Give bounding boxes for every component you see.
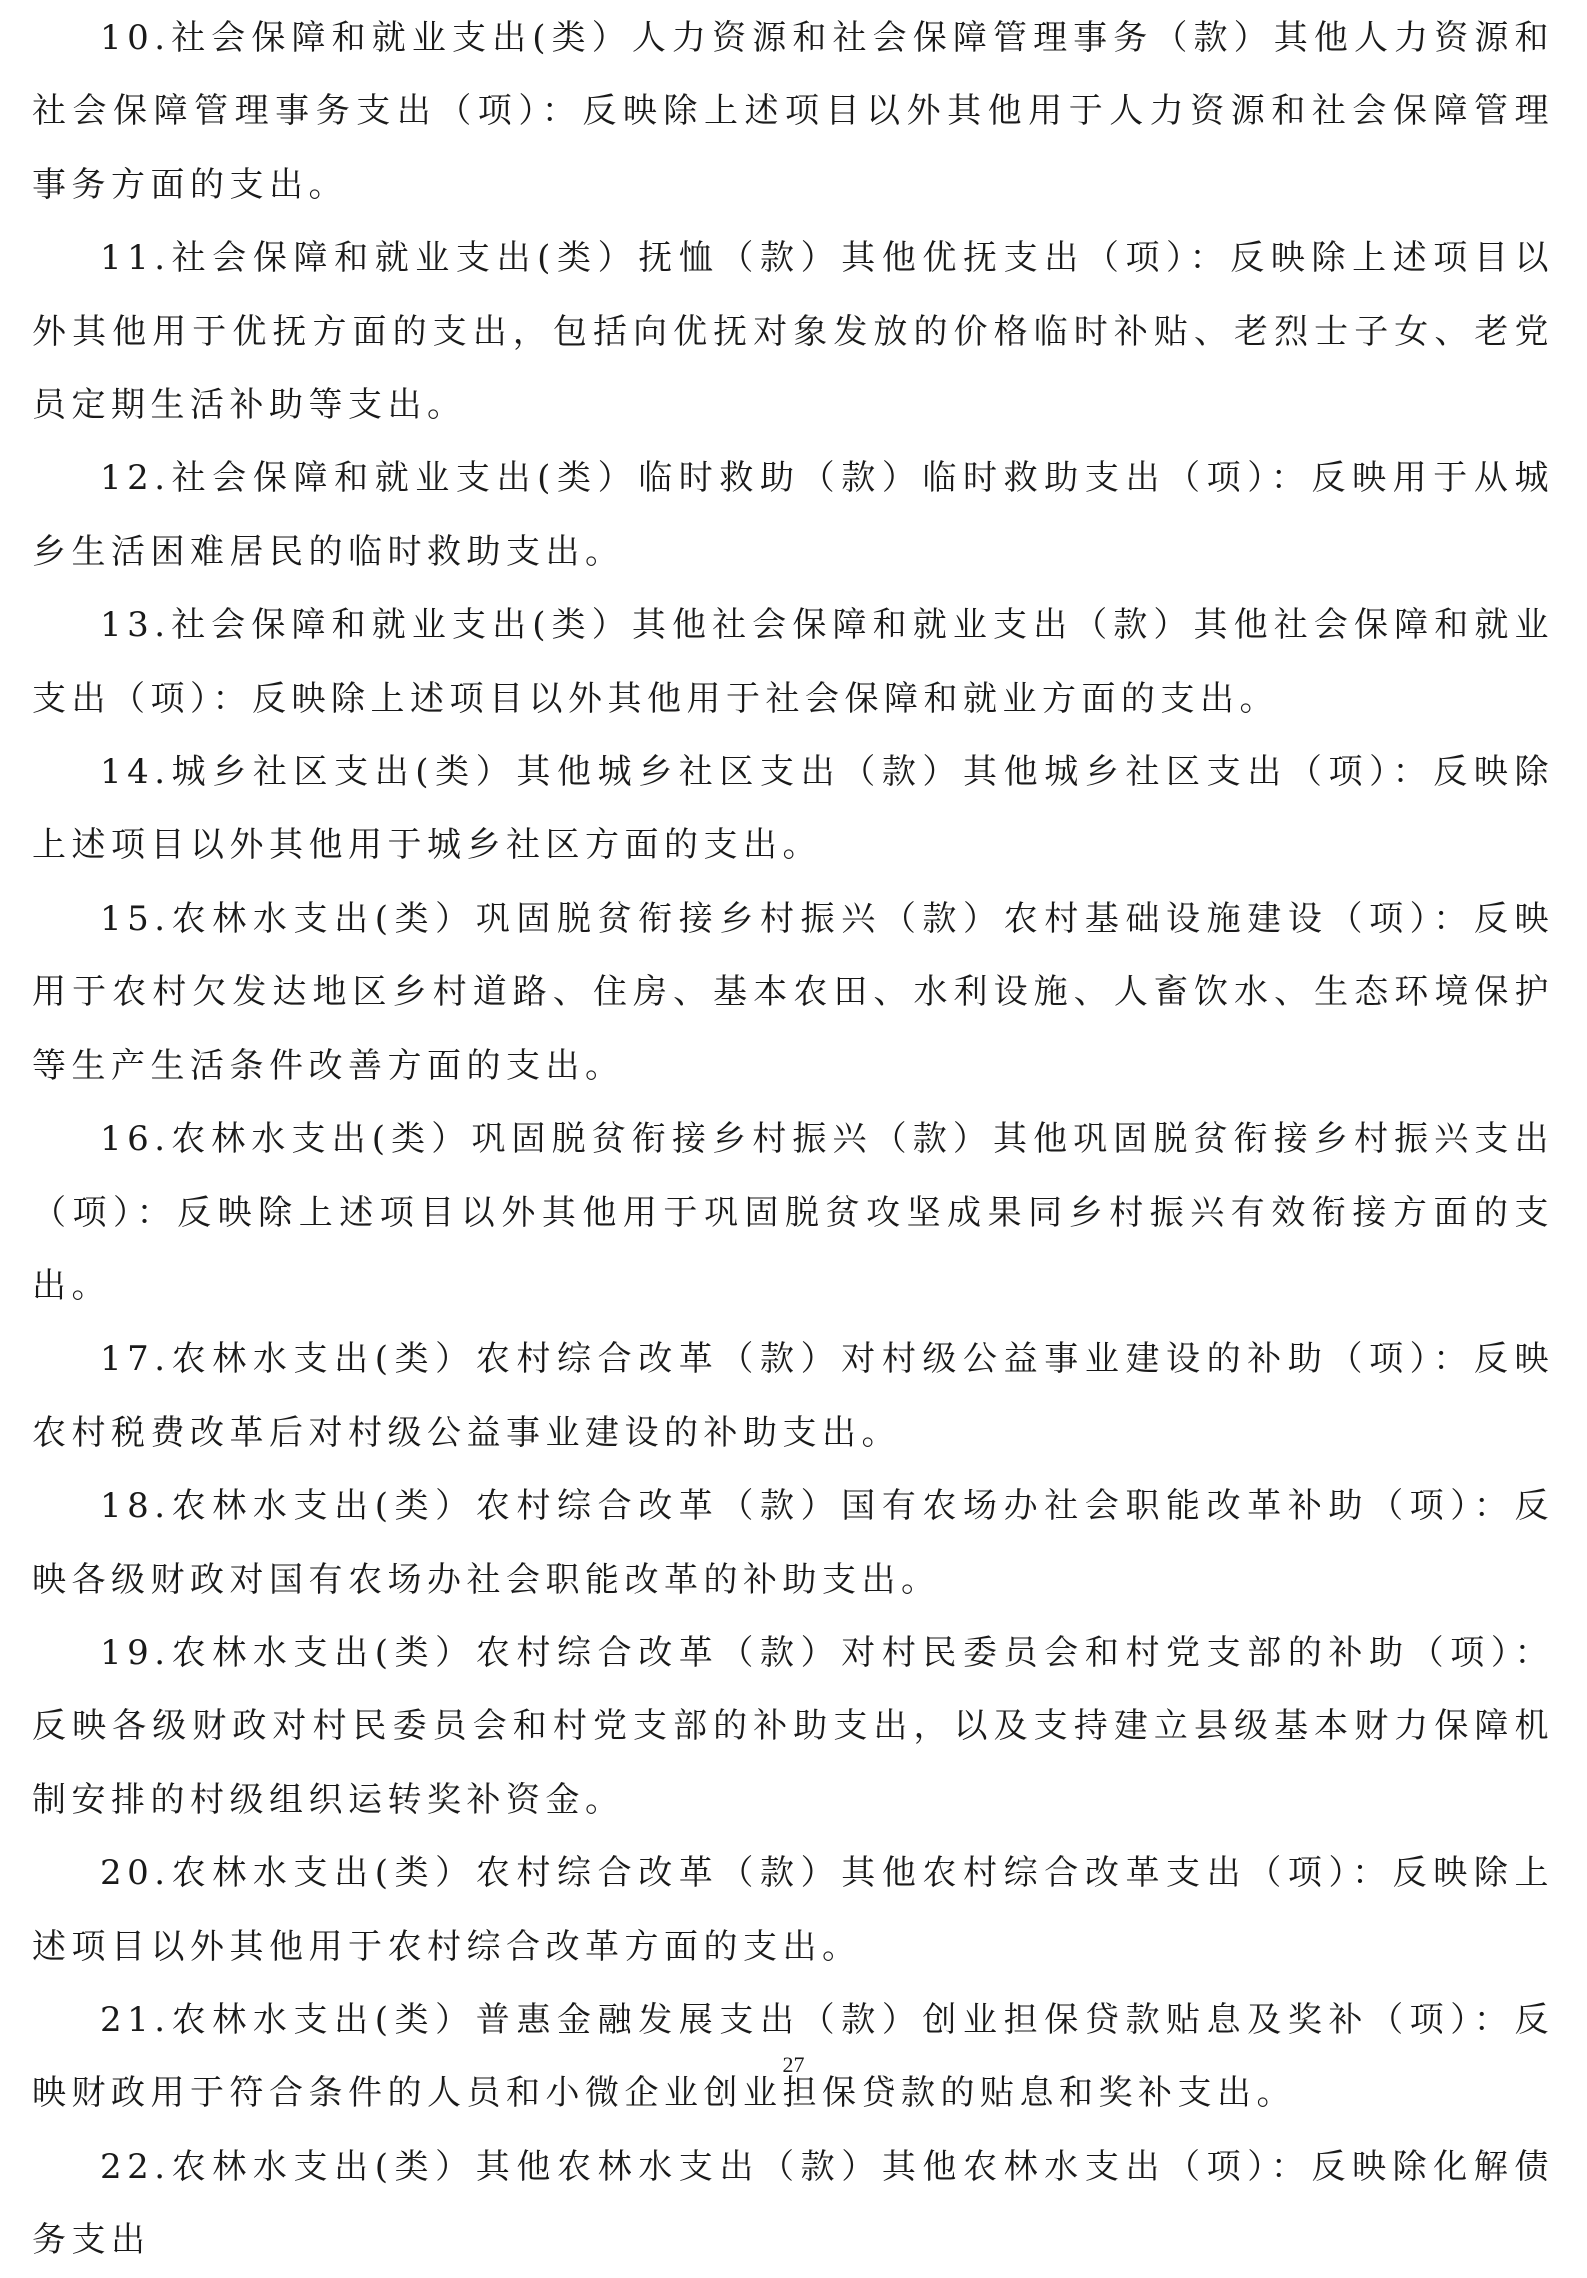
paragraph-12: 12.社会保障和就业支出(类）临时救助（款）临时救助支出（项）：反映用于从城乡生活困难居民的临时救助支出。 xyxy=(32,458,1554,572)
paragraph-22: 22.农林水支出(类）其他农林水支出（款）其他农林水支出（项）：反映除化解债务支出 xyxy=(32,2146,1554,2261)
page-number: 27 xyxy=(782,2052,805,2077)
paragraph-10: 10.社会保障和就业支出(类）人力资源和社会保障管理事务（款）其他人力资源和社会保障管理事务支出（项）：反映除上述项目以外其他用于人力资源和社会保障管理事务方面的支出。 xyxy=(32,18,1554,205)
paragraph-20: 20.农林水支出(类）农村综合改革（款）其他农村综合改革支出（项）：反映除上述项目以外其他用于农村综合改革方面的支出。 xyxy=(32,1853,1554,1967)
body-text xyxy=(32,2,1554,2278)
paragraph-21: 21.农林水支出(类）普惠金融发展支出（款）创业担保贷款贴息及奖补（项）：反映财政用于符合条件的人员和小微企业创业担保贷款的贴息和奖补支出。 xyxy=(32,1999,1554,2114)
paragraph-15: 15.农林水支出(类）巩固脱贫衔接乡村振兴（款）农村基础设施建设（项）：反映用于农村欠发达地区乡村道路、住房、基本农田、水利设施、人畜饮水、生态环境保护等生产生活条件改善方面的支出。 xyxy=(32,898,1554,1086)
paragraph-19: 19.农林水支出(类）农村综合改革（款）对村民委员会和村党支部的补助（项）：反映各级财政对村民委员会和村党支部的补助支出，以及支持建立县级基本财力保障机制安排的村级组织运转奖补资金。 xyxy=(32,1632,1554,1820)
paragraph-17: 17.农林水支出(类）农村综合改革（款）对村级公益事业建设的补助（项）：反映农村税费改革后对村级公益事业建设的补助支出。 xyxy=(32,1339,1554,1453)
paragraph-16: 16.农林水支出(类）巩固脱贫衔接乡村振兴（款）其他巩固脱贫衔接乡村振兴支出（项）：反映除上述项目以外其他用于巩固脱贫攻坚成果同乡村振兴有效衔接方面的支出。 xyxy=(32,1119,1554,1306)
paragraph-13: 13.社会保障和就业支出(类）其他社会保障和就业支出（款）其他社会保障和就业支出（项）：反映除上述项目以外其他用于社会保障和就业方面的支出。 xyxy=(32,605,1554,719)
paragraph-11: 11.社会保障和就业支出(类）抚恤（款）其他优抚支出（项）：反映除上述项目以外其他用于优抚方面的支出，包括向优抚对象发放的价格临时补贴、老烈士子女、老党员定期生活补助等支出。 xyxy=(32,238,1554,426)
paragraph-14: 14.城乡社区支出(类）其他城乡社区支出（款）其他城乡社区支出（项）：反映除上述项目以外其他用于城乡社区方面的支出。 xyxy=(32,752,1554,866)
paragraph-18: 18.农林水支出(类）农村综合改革（款）国有农场办社会职能改革补助（项）：反映各级财政对国有农场办社会职能改革的补助支出。 xyxy=(32,1486,1554,1600)
